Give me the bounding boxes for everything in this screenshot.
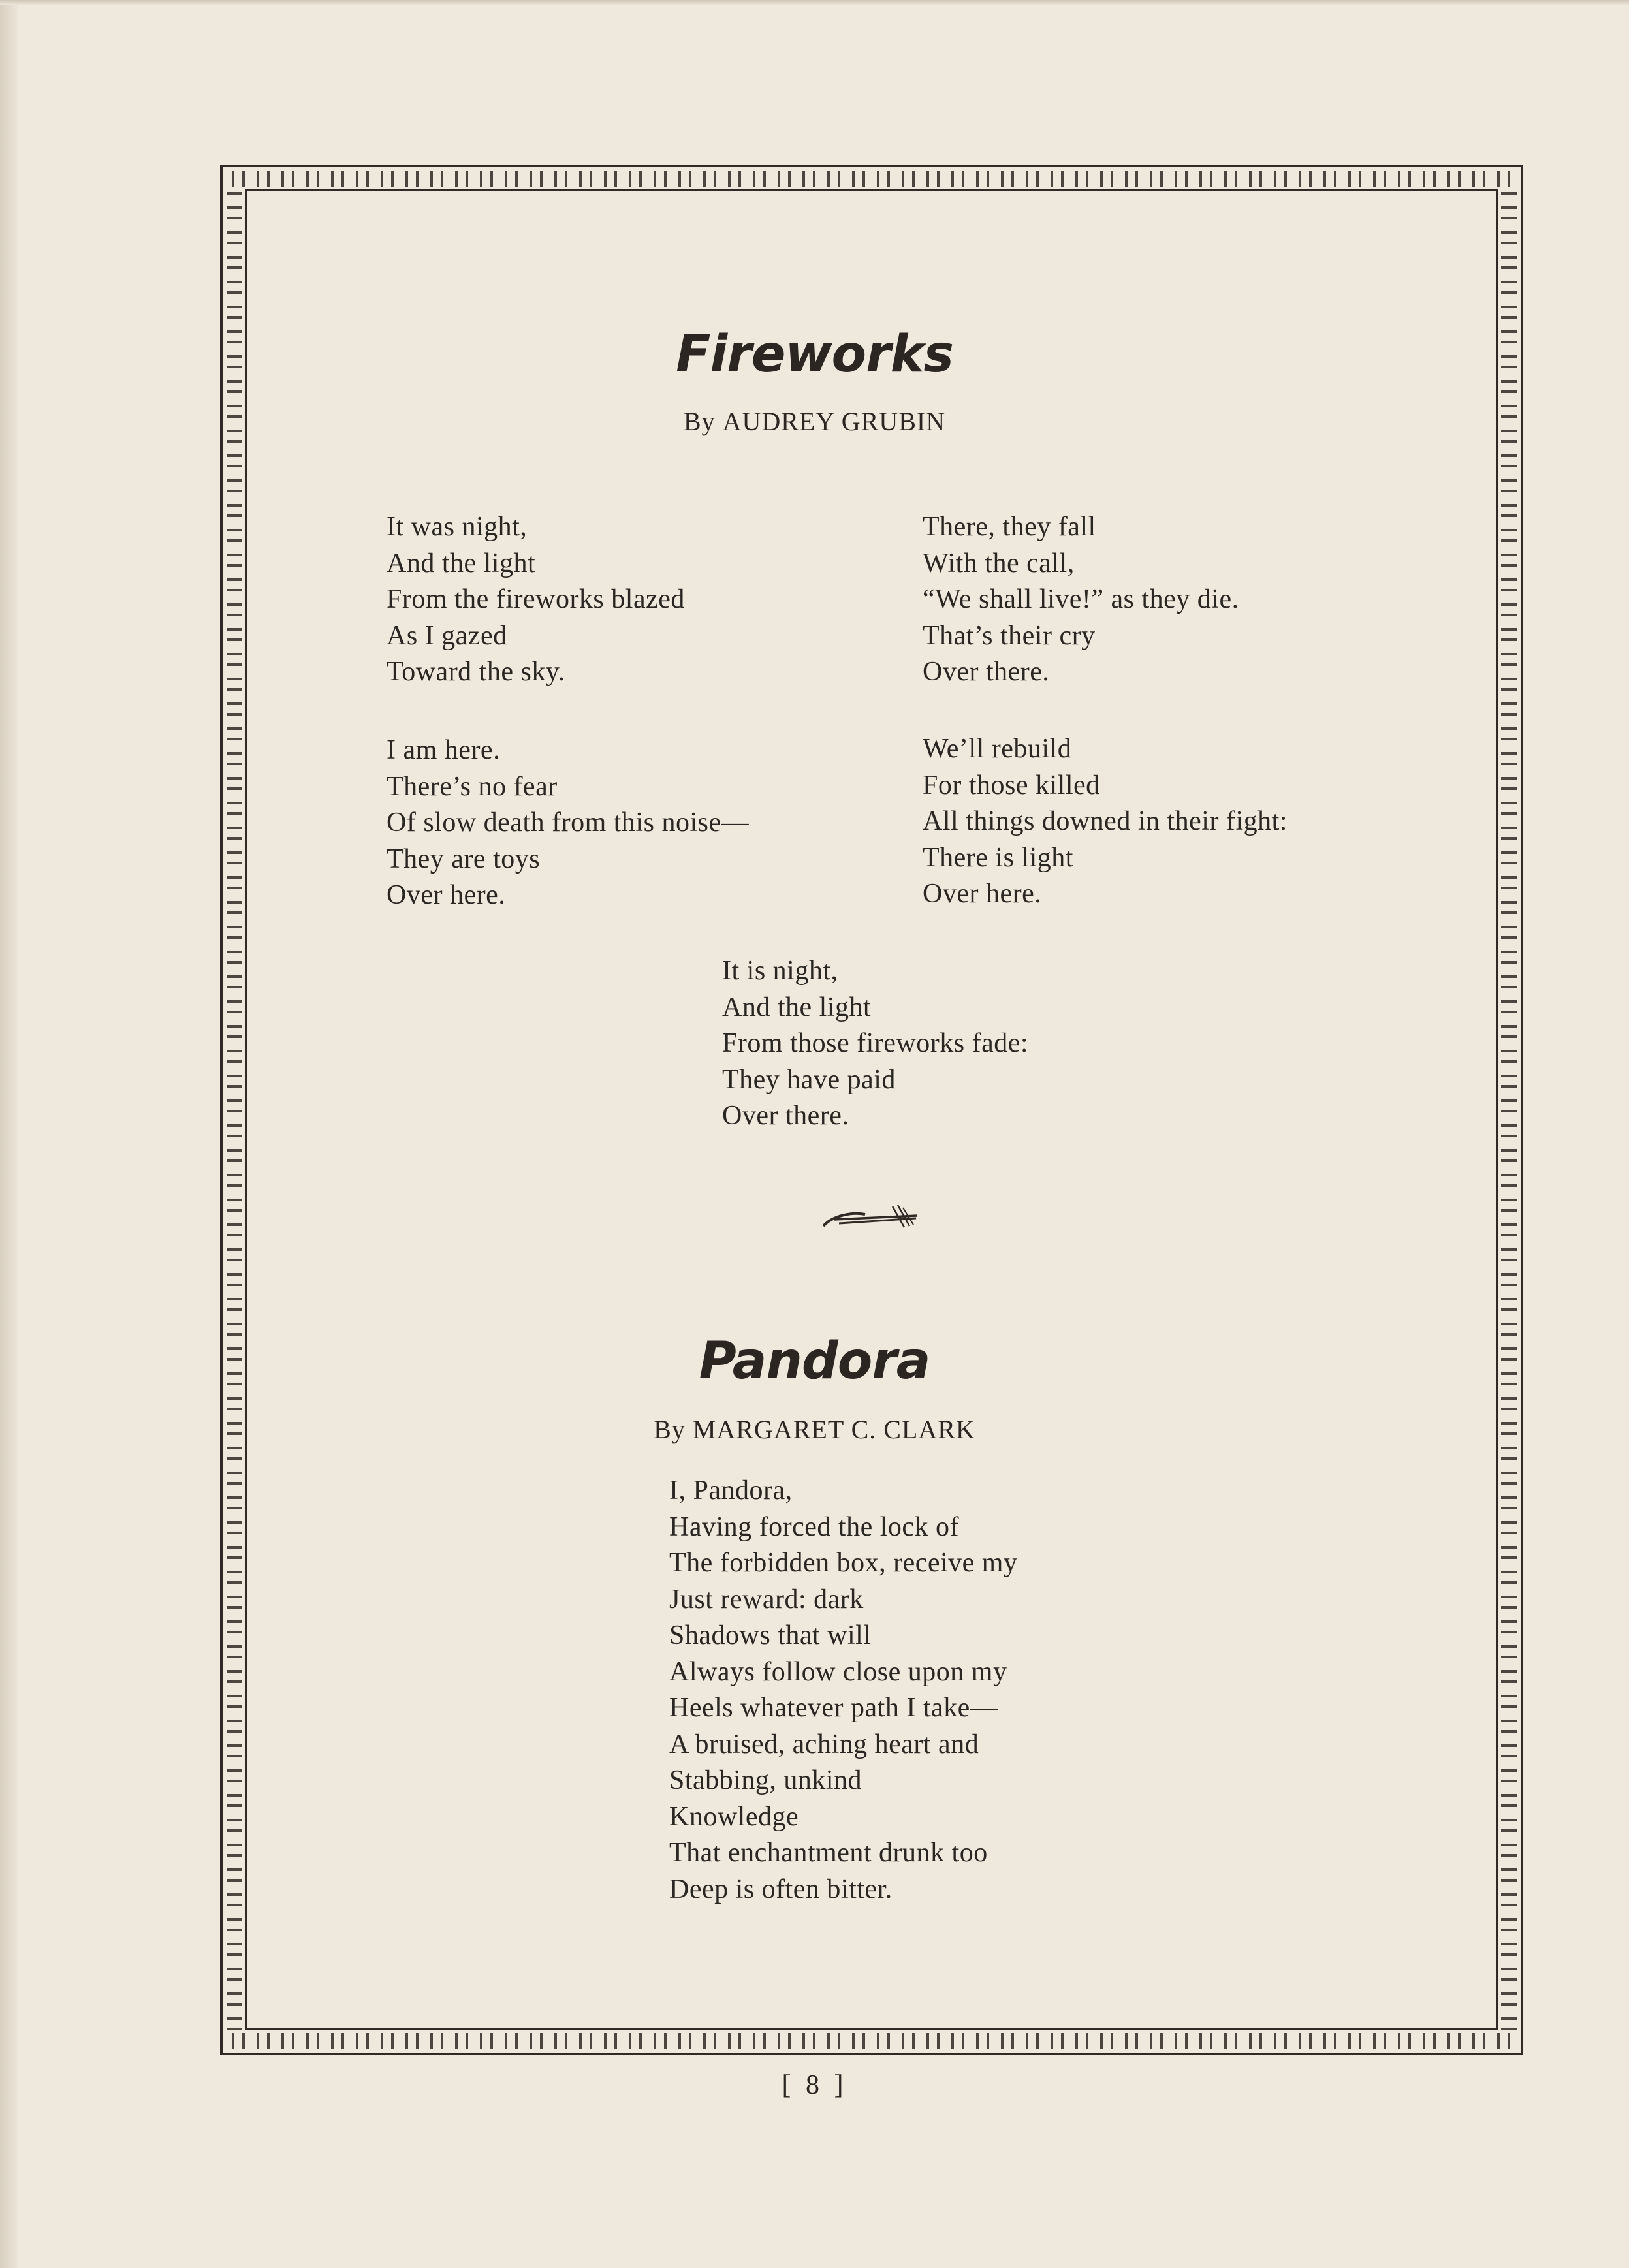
poem-line: Deep is often bitter. (669, 1874, 893, 1904)
byline-prefix: By (654, 1415, 686, 1444)
border-chain-left (227, 187, 242, 2033)
byline-prefix: By (683, 407, 716, 436)
stanza-2 (923, 509, 1239, 691)
poem-title-fireworks: Fireworks (676, 325, 953, 384)
stanza-1 (387, 509, 685, 691)
quill-flourish-icon (819, 1195, 924, 1240)
poem-title-pandora: Pandora (699, 1332, 930, 1391)
poem-line: Over there. (923, 657, 1050, 687)
poem-line: It was night, (387, 512, 528, 542)
poem-line: Having forced the lock of (669, 1511, 960, 1542)
poem-line: Just reward: dark (669, 1584, 864, 1614)
page-number: [ 8 ] (782, 2070, 847, 2100)
poem-line: And the light (387, 548, 536, 578)
poem-byline-pandora (0, 1414, 1629, 1445)
border-chain-right (1501, 187, 1517, 2033)
poem-line: From the fireworks blazed (387, 584, 685, 614)
poem-line: I am here. (387, 735, 501, 765)
poem-line: With the call, (923, 548, 1075, 578)
poem-line: The forbidden box, receive my (669, 1548, 1018, 1578)
poem-byline-fireworks (0, 406, 1629, 437)
poem-line: Over here. (387, 880, 506, 910)
poem-line: I, Pandora, (669, 1475, 793, 1505)
poem-line: All things downed in their fight: (923, 806, 1288, 836)
poem-line: Knowledge (669, 1801, 799, 1832)
stanza-4 (923, 731, 1288, 913)
poem-line: Over there. (722, 1101, 849, 1131)
poem-line: As I gazed (387, 620, 507, 651)
poem-line: Always follow close upon my (669, 1656, 1007, 1687)
stanza-pandora (669, 1473, 1017, 1908)
poem-line: For those killed (923, 770, 1100, 800)
poem-line: That enchantment drunk too (669, 1838, 988, 1868)
poem-line: Toward the sky. (387, 657, 565, 687)
border-chain-bottom (229, 2033, 1514, 2049)
poem-line: It is night, (722, 956, 838, 986)
author-name: MARGARET C. CLARK (692, 1415, 975, 1444)
poem-line: Heels whatever path I take— (669, 1693, 998, 1723)
poem-line: A bruised, aching heart and (669, 1729, 979, 1759)
stanza-5 (722, 953, 1028, 1135)
poem-line: There, they fall (923, 512, 1096, 542)
author-name: AUDREY GRUBIN (722, 407, 946, 436)
poem-line: And the light (722, 992, 872, 1022)
poem-line: From those fireworks fade: (722, 1028, 1029, 1058)
poem-line: There is light (923, 842, 1073, 873)
poem-line: There’s no fear (387, 771, 558, 802)
stanza-3 (387, 732, 749, 914)
border-chain-top (229, 171, 1514, 187)
poem-line: “We shall live!” as they die. (923, 584, 1239, 614)
poem-line: Of slow death from this noise— (387, 808, 750, 838)
poem-line: Shadows that will (669, 1620, 872, 1650)
page-edge-top (0, 0, 1629, 5)
poem-line: They have paid (722, 1064, 896, 1095)
poem-line: Over here. (923, 879, 1042, 909)
poem-line: That’s their cry (923, 620, 1096, 651)
poem-line: We’ll rebuild (923, 734, 1072, 764)
poem-line: They are toys (387, 843, 541, 874)
poem-line: Stabbing, unkind (669, 1765, 862, 1795)
